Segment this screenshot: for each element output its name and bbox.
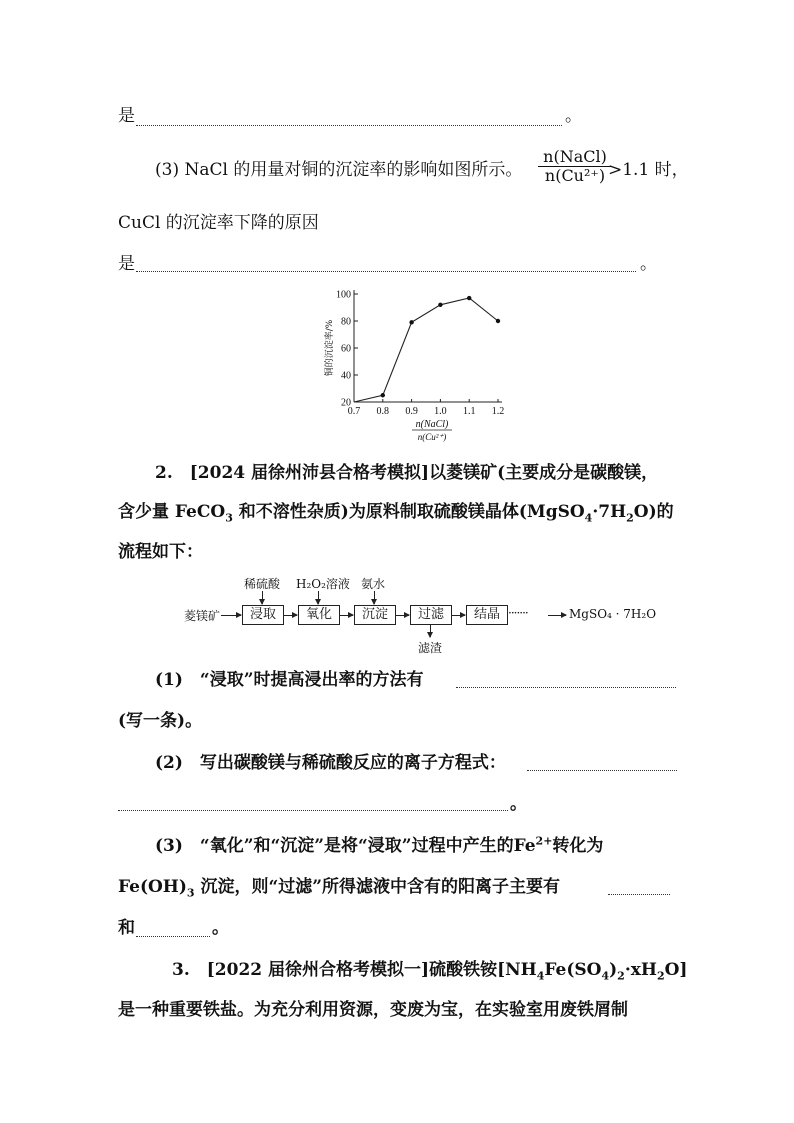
- flow-product: MgSO₄ · 7H₂O: [569, 607, 657, 621]
- fraction-denominator: n(Cu²⁺): [544, 166, 606, 185]
- y-tick-label: 100: [336, 289, 351, 301]
- question-2-part-2: (2) 写出碳酸镁与稀硫酸反应的离子方程式：: [155, 753, 506, 773]
- answer-prefix-2: 是: [118, 254, 135, 274]
- question-3-header: 3. [2022 届徐州合格考模拟一]硫酸铁铵$[NH_4Fe(SO_4)_2\cdot xH_2O]$: [172, 960, 688, 983]
- question-3-line2: 是一种重要铁盐。为充分利用资源，变废为宝，在实验室用废铁屑制: [118, 1000, 628, 1020]
- question-2-line2: 含少量 FeCO$_3$ 和不溶性杂质)为原料制取硫酸镁晶体$(MgSO_4\cdot 7H_2O)$的: [118, 502, 674, 525]
- answer-blank-p3b[interactable]: [136, 936, 210, 937]
- answer-suffix: 。: [565, 106, 582, 126]
- flow-arrow: [221, 615, 241, 616]
- answer-blank-p2b[interactable]: [118, 810, 508, 811]
- answer-suffix-2: 。: [640, 254, 657, 274]
- y-tick-label: 40: [341, 370, 351, 382]
- series-line: [354, 298, 498, 402]
- question-2-part-3-and: 和: [118, 918, 135, 938]
- answer-blank-p3a[interactable]: [608, 894, 670, 895]
- reagent-sulfuric-acid: 稀硫酸: [244, 577, 281, 591]
- x-tick-label: 1.2: [491, 406, 505, 417]
- flow-arrow: [451, 615, 465, 616]
- question-3-label: (3) NaCl 的用量对铜的沉淀率的影响如图所示。: [155, 160, 523, 180]
- question-2-part-3-end: 。: [212, 918, 229, 938]
- data-point: [496, 319, 500, 323]
- answer-prefix: 是: [118, 106, 135, 126]
- flow-step-oxidize: 氧化: [298, 605, 340, 625]
- reagent-ammonia: 氨水: [361, 577, 386, 591]
- flow-step-precipitate: 沉淀: [354, 605, 396, 625]
- question-2-part-1-tail: (写一条)。: [118, 711, 203, 731]
- flow-arrow: [548, 615, 566, 616]
- answer-blank-p2a[interactable]: [527, 770, 677, 771]
- reagent-h2o2: H₂O₂溶液: [296, 577, 350, 591]
- flow-start: 菱镁矿: [184, 609, 221, 623]
- question-3-line2: CuCl 的沉淀率下降的原因: [118, 213, 319, 233]
- flow-arrow: [339, 615, 353, 616]
- data-point: [381, 393, 385, 397]
- answer-blank-p1[interactable]: [456, 687, 676, 688]
- x-tick-label: 0.7: [347, 406, 361, 417]
- data-point: [409, 320, 413, 324]
- flow-arrow: [283, 615, 297, 616]
- y-tick-label: 80: [341, 316, 351, 328]
- reagent-arrow: [262, 591, 263, 604]
- ratio-fraction: [538, 148, 612, 185]
- y-axis-label: 铜的沉淀率/%: [325, 319, 335, 377]
- x-tick-label: 1.0: [434, 406, 447, 417]
- question-2-part-2-end: 。: [510, 794, 527, 814]
- x-tick-label: 0.8: [376, 406, 390, 417]
- answer-blank-2[interactable]: [136, 271, 636, 272]
- reagent-arrow: [374, 591, 375, 604]
- data-point: [438, 303, 442, 307]
- flow-step-leach: 浸取: [242, 605, 284, 625]
- flow-step-filter: 过滤: [410, 605, 452, 625]
- y-tick-label: 60: [341, 343, 351, 355]
- data-point: [467, 296, 471, 300]
- question-2-part-3: (3) “氧化”和“沉淀”是将“浸取”过程中产生的$Fe^{2+}$转化为: [155, 834, 604, 856]
- flow-ellipsis: ·······: [508, 606, 528, 620]
- x-tick-label: 1.1: [462, 406, 476, 417]
- residue-arrow: [430, 624, 431, 637]
- flow-step-crystallize: 结晶: [466, 605, 508, 625]
- answer-blank[interactable]: [136, 125, 562, 126]
- fraction-numerator: n(NaCl): [538, 148, 612, 167]
- question-2-line3: 流程如下：: [118, 542, 203, 562]
- question-2-header: 2. [2024 届徐州沛县合格考模拟]以菱镁矿(主要成分是碳酸镁，: [155, 463, 659, 483]
- y-tick-label: 20: [341, 397, 351, 409]
- copper-precipitation-chart: [318, 284, 518, 450]
- flow-arrow: [395, 615, 409, 616]
- question-2-part-1: (1) “浸取”时提高浸出率的方法有: [155, 670, 424, 690]
- x-tick-label: 0.9: [405, 406, 418, 417]
- ratio-condition: >1.1 时，: [608, 160, 689, 180]
- filter-residue: 滤渣: [418, 641, 443, 655]
- question-2-part-3-line2: $Fe(OH)_3$ 沉淀，则“过滤”所得滤液中含有的阳离子主要有: [118, 877, 561, 900]
- x-axis-label-denominator: n(Cu²⁺): [417, 432, 447, 442]
- reagent-arrow: [318, 591, 319, 604]
- x-axis-label-numerator: n(NaCl): [415, 419, 449, 430]
